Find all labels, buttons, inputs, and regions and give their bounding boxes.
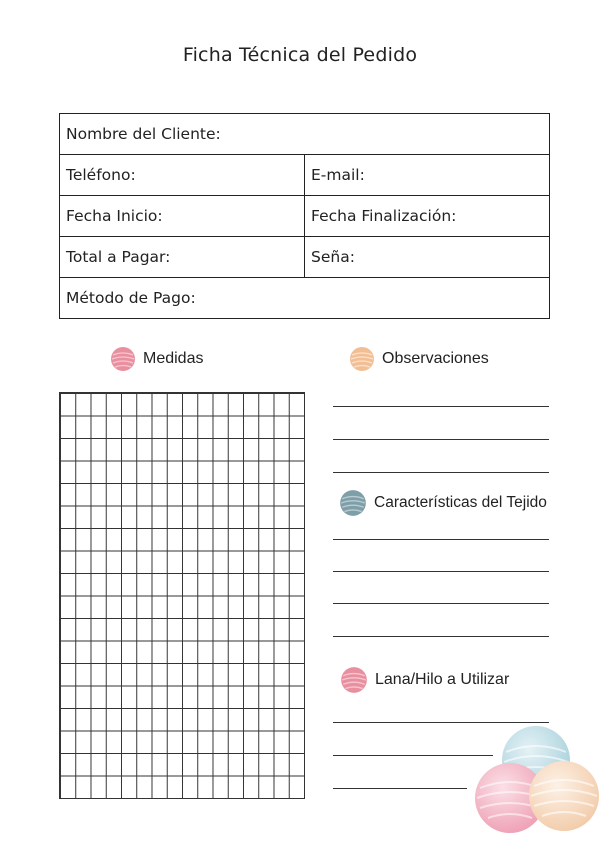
- fabric-heading: [338, 488, 547, 518]
- fabric-line[interactable]: [333, 571, 549, 572]
- fabric-label: Características del Tejido: [374, 494, 547, 511]
- phone-field[interactable]: Teléfono:: [60, 155, 305, 196]
- observations-heading: [348, 345, 489, 373]
- observations-line[interactable]: [333, 472, 549, 473]
- yarn-balls-decoration: [470, 722, 600, 837]
- yarn-line[interactable]: [333, 755, 493, 756]
- peach-yarn-ball-icon: [529, 761, 599, 831]
- yarn-ball-icon: [338, 488, 368, 518]
- total-field[interactable]: Total a Pagar:: [60, 237, 305, 278]
- table-row: [60, 114, 550, 155]
- measurements-heading: [109, 345, 203, 373]
- table-row: [60, 278, 550, 319]
- observations-label: Observaciones: [382, 350, 489, 367]
- fabric-line[interactable]: [333, 636, 549, 637]
- observations-line[interactable]: [333, 439, 549, 440]
- yarn-heading: [339, 665, 509, 695]
- yarn-ball-icon: [348, 345, 376, 373]
- measurements-grid[interactable]: [59, 392, 305, 799]
- deposit-field[interactable]: Seña:: [305, 237, 550, 278]
- end-date-field[interactable]: Fecha Finalización:: [305, 196, 550, 237]
- start-date-field[interactable]: Fecha Inicio:: [60, 196, 305, 237]
- table-row: [60, 196, 550, 237]
- fabric-line[interactable]: [333, 603, 549, 604]
- payment-method-field[interactable]: Método de Pago:: [60, 278, 550, 319]
- observations-line[interactable]: [333, 406, 549, 407]
- fabric-line[interactable]: [333, 539, 549, 540]
- order-info-table: [59, 113, 550, 319]
- table-row: [60, 155, 550, 196]
- page-title: Ficha Técnica del Pedido: [182, 44, 418, 66]
- yarn-label: Lana/Hilo a Utilizar: [375, 671, 510, 688]
- yarn-ball-icon: [339, 665, 369, 695]
- email-field[interactable]: E-mail:: [305, 155, 550, 196]
- measurements-label: Medidas: [143, 350, 204, 367]
- table-row: [60, 237, 550, 278]
- yarn-ball-icon: [109, 345, 137, 373]
- yarn-line[interactable]: [333, 788, 467, 789]
- client-name-field[interactable]: Nombre del Cliente:: [60, 114, 550, 155]
